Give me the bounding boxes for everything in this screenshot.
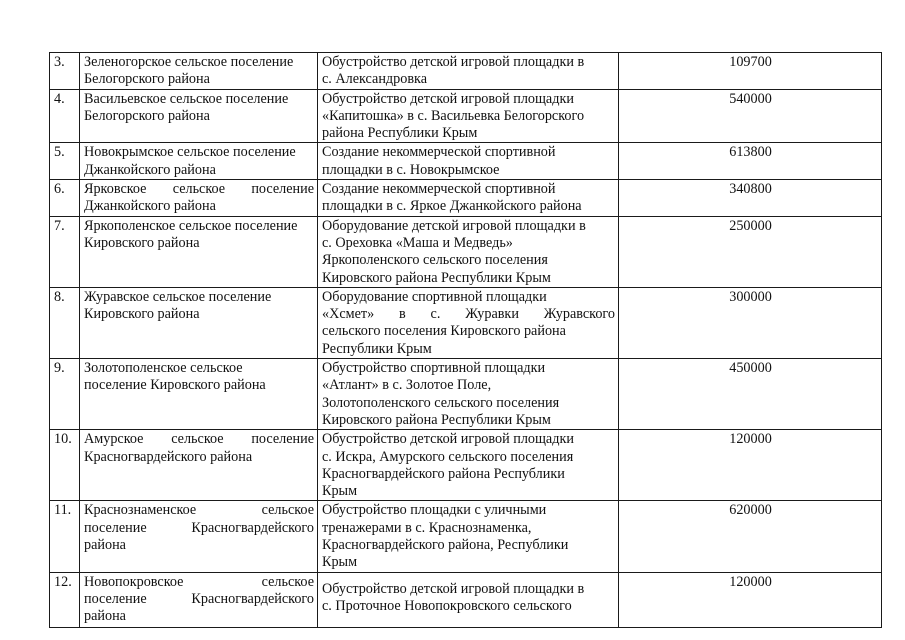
table-row — [50, 287, 882, 358]
project-line: площадки в с. Новокрымское — [322, 161, 500, 178]
settlement-line: поселение Красногвардейского — [84, 519, 314, 536]
project-line: Красногвардейского района, Республики — [322, 537, 569, 554]
project-cell — [318, 501, 619, 572]
settlement-cell — [80, 501, 318, 572]
project-line: Красногвардейского района Республики — [322, 465, 565, 482]
settlement-cell — [80, 572, 318, 627]
table-row — [50, 501, 882, 572]
settlement-line: Новокрымское сельское поселение — [84, 144, 296, 161]
project-line: Крым — [322, 483, 358, 500]
settlement-cell — [80, 359, 318, 430]
settlement-line: поселение Красногвардейского — [84, 590, 314, 607]
settlement-line: Кировского района — [84, 306, 200, 323]
settlement-cell — [80, 180, 318, 217]
amount-cell: 300000 — [619, 287, 882, 358]
row-number: 6. — [50, 180, 80, 217]
project-cell — [318, 143, 619, 180]
project-line: Обустройство детской игровой площадки — [322, 90, 574, 107]
settlement-cell — [80, 287, 318, 358]
project-line: сельского поселения Кировского района — [322, 323, 566, 340]
row-number: 10. — [50, 430, 80, 501]
table-row — [50, 143, 882, 180]
settlement-line: Васильевское сельское поселение — [84, 90, 289, 107]
project-line: с. Искра, Амурского сельского поселения — [322, 448, 574, 465]
project-line: «Хсмет» в с. Журавки Журавского — [322, 306, 615, 323]
settlement-cell — [80, 89, 318, 143]
settlement-line: Красногвардейского района — [84, 448, 253, 465]
settlement-line: района — [84, 608, 126, 625]
amount-cell: 613800 — [619, 143, 882, 180]
project-line: с. Проточное Новопокровского сельского — [322, 597, 572, 614]
project-line: «Капитошка» в с. Васильевка Белогорского — [322, 107, 585, 124]
project-cell — [318, 572, 619, 627]
project-line: Кировского района Республики Крым — [322, 269, 551, 286]
project-line: с. Ореховка «Маша и Медведь» — [322, 234, 513, 251]
table-row — [50, 359, 882, 430]
project-line: Обустройство площадки с уличными — [322, 502, 547, 519]
project-cell — [318, 430, 619, 501]
project-line: Республики Крым — [322, 340, 432, 357]
amount-cell: 540000 — [619, 89, 882, 143]
row-number: 9. — [50, 359, 80, 430]
project-line: Создание некоммерческой спортивной — [322, 144, 556, 161]
project-cell — [318, 216, 619, 287]
project-line: Золотополенского сельского поселения — [322, 394, 560, 411]
table-row — [50, 430, 882, 501]
settlement-line: Белогорского района — [84, 71, 210, 88]
project-line: Яркополенского сельского поселения — [322, 252, 548, 269]
projects-table — [49, 52, 882, 628]
amount-cell: 120000 — [619, 572, 882, 627]
amount-cell: 620000 — [619, 501, 882, 572]
settlement-cell — [80, 143, 318, 180]
row-number: 8. — [50, 287, 80, 358]
project-line: Обустройство спортивной площадки — [322, 360, 546, 377]
row-number: 5. — [50, 143, 80, 180]
settlement-line: Кировского района — [84, 234, 200, 251]
settlement-line: Ярковское сельское поселение — [84, 181, 314, 198]
project-line: Оборудование детской игровой площадки в — [322, 217, 586, 234]
row-number: 11. — [50, 501, 80, 572]
project-line: Обустройство детской игровой площадки в — [322, 54, 585, 70]
project-line: с. Александровка — [322, 71, 427, 88]
amount-cell: 250000 — [619, 216, 882, 287]
settlement-line: поселение Кировского района — [84, 377, 266, 394]
settlement-line: района — [84, 537, 126, 554]
settlement-line: Новопокровское сельское — [84, 573, 314, 590]
row-number: 3. — [50, 53, 80, 90]
project-line: площадки в с. Яркое Джанкойского района — [322, 198, 582, 215]
settlement-line: Белогорского района — [84, 107, 210, 124]
amount-cell: 340800 — [619, 180, 882, 217]
project-cell — [318, 89, 619, 143]
table-row — [50, 53, 882, 90]
project-line: «Атлант» в с. Золотое Поле, — [322, 377, 492, 394]
project-line: Кировского района Республики Крым — [322, 411, 551, 428]
row-number: 4. — [50, 89, 80, 143]
settlement-line: Журавское сельское поселение — [84, 288, 272, 305]
project-line: района Республики Крым — [322, 125, 478, 142]
settlement-cell — [80, 216, 318, 287]
table-row — [50, 180, 882, 217]
row-number: 7. — [50, 216, 80, 287]
project-line: Обустройство детской игровой площадки в — [322, 580, 585, 597]
project-cell — [318, 180, 619, 217]
settlement-line: Джанкойского района — [84, 198, 216, 215]
table-row — [50, 572, 882, 627]
settlement-line: Амурское сельское поселение — [84, 431, 314, 448]
settlement-cell — [80, 430, 318, 501]
project-line: Оборудование спортивной площадки — [322, 288, 547, 305]
settlement-line: Зеленогорское сельское поселение — [84, 54, 294, 70]
project-cell — [318, 287, 619, 358]
settlement-line: Краснознаменское сельское — [84, 502, 314, 519]
project-cell — [318, 53, 619, 90]
project-line: Создание некоммерческой спортивной — [322, 181, 556, 198]
table-row — [50, 89, 882, 143]
settlement-line: Яркополенское сельское поселение — [84, 217, 298, 234]
amount-cell: 120000 — [619, 430, 882, 501]
project-line: Крым — [322, 554, 358, 571]
project-line: тренажерами в с. Краснознаменка, — [322, 519, 532, 536]
row-number: 12. — [50, 572, 80, 627]
table-row — [50, 216, 882, 287]
amount-cell: 109700 — [619, 53, 882, 90]
settlement-line: Джанкойского района — [84, 161, 216, 178]
settlement-line: Золотополенское сельское — [84, 360, 243, 377]
project-line: Обустройство детской игровой площадки — [322, 431, 574, 448]
amount-cell: 450000 — [619, 359, 882, 430]
project-cell — [318, 359, 619, 430]
settlement-cell — [80, 53, 318, 90]
